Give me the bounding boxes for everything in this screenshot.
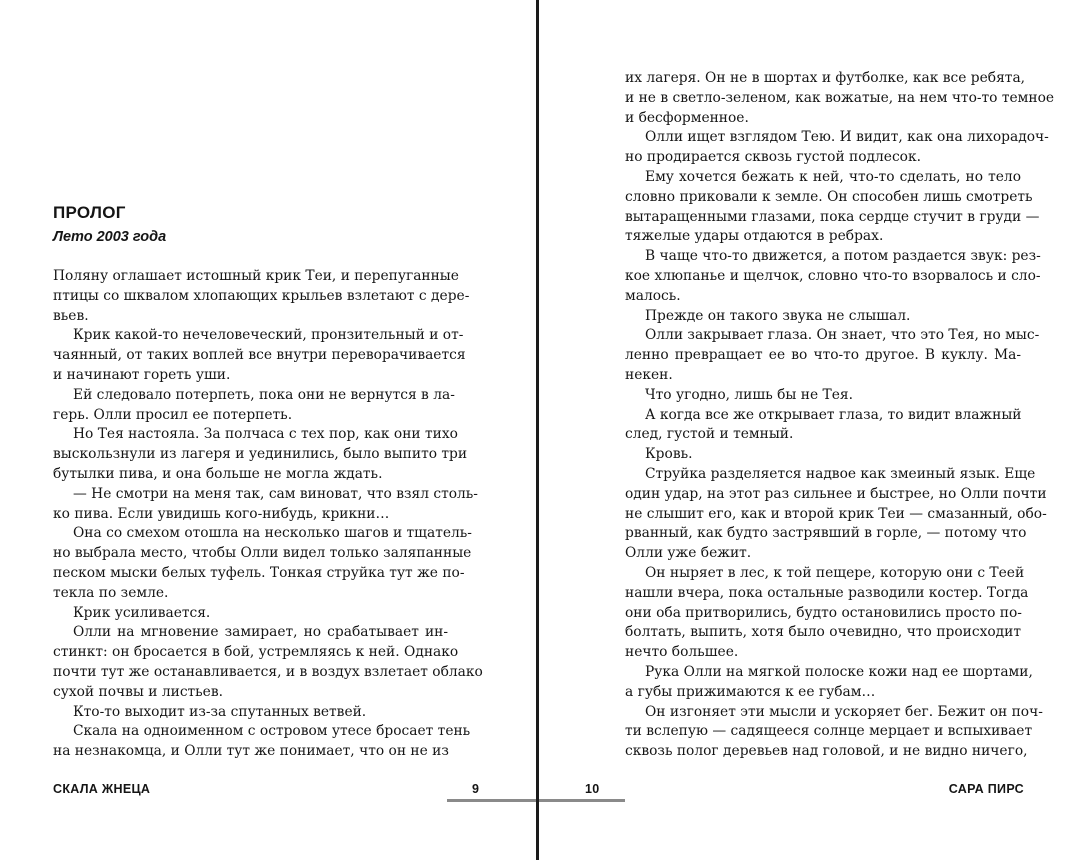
text-line: нашли вчера, пока остальные разводили костер. Тогда [625,584,1029,601]
text-line: Кто-то выходит из-за спутанных ветвей. [73,703,367,720]
text-line: Прежде он такого звука не слышал. [645,307,911,324]
text-line: Но Тея настояла. За полчаса с тех пор, как они тихо [73,426,458,443]
text-line: А когда все же открывает глаза, то видит влажный [645,406,1022,423]
text-line: Крик какой-то нечеловеческий, пронзительный и от- [73,327,464,344]
text-line: и бесформенное. [625,109,749,126]
text-line: след, густой и темный. [625,426,794,443]
text-line: сквозь полог деревьев над головой, и не видно ничего, [625,743,1028,760]
text-line: вытаращенными глазами, пока сердце стучит в груди — [625,208,1040,225]
text-line: Он ныряет в лес, к той пещере, которую они с Теей [645,564,1025,581]
text-line: не слышит его, как и второй крик Теи — смазанный, обо- [625,505,1047,522]
page-number-rule [447,799,536,802]
right-page-body [625,69,1055,762]
text-line: Что угодно, лишь бы не Тея. [645,386,853,403]
text-line: стинкт: он бросается в бой, устремляясь к ней. Однако [53,644,459,661]
text-line: Крик усиливается. [73,604,211,621]
text-line: некен. [625,366,673,383]
text-line: рванный, как будто застрявший в горле, — потому что [625,525,1027,542]
page-number-rule [539,799,625,802]
text-line: текла по земле. [53,584,169,601]
text-line: песком мыски белых туфель. Тонкая струйка тут же по- [53,564,465,581]
text-line: на незнакомца, и Олли тут же понимает, что он не из [53,743,449,760]
text-line: — Не смотри на меня так, сам виноват, что взял столь- [73,485,478,502]
running-footer-book-title: СКАЛА ЖНЕЦА [53,782,151,796]
text-line: Олли уже бежит. [625,545,752,562]
chapter-title: ПРОЛОГ [53,203,126,222]
text-line: чаянный, от таких воплей все внутри переворачивается [53,347,466,364]
text-line: они оба притворились, будто остановились просто по- [625,604,1022,621]
text-line: Олли на мгновение замирает, но срабатывает ин- [73,624,448,641]
text-line: сухой почвы и листьев. [53,683,224,700]
text-line: ко пива. Если увидишь кого-нибудь, крикни… [53,505,390,522]
right-page [539,0,1076,860]
text-line: ти вслепую — садящееся солнце мерцает и вспыхивает [625,723,1033,740]
text-line: а губы прижимаются к ее губам… [625,683,876,700]
text-line: болтать, выпить, хотя было очевидно, что происходит [625,624,1021,641]
chapter-subtitle: Лето 2003 года [53,229,167,245]
text-line: кое хлюпанье и щелчок, словно что-то взорвалось и сло- [625,267,1041,284]
text-line: Скала на одноименном с островом утесе бросает тень [73,723,471,740]
text-line: нечто большее. [625,644,739,661]
text-line: Поляну оглашает истошный крик Теи, и перепуганные [53,268,459,284]
left-page-body [53,267,483,762]
text-line: ленно превращает ее во что-то другое. В куклу. Ма- [625,347,1021,364]
text-line: но продирается сквозь густой подлесок. [625,149,921,166]
text-line: Олли ищет взглядом Тею. И видит, как она лихорадоч- [645,129,1049,146]
text-line: бутылки пива, и она больше не могла ждать. [53,465,383,482]
text-line: Ему хочется бежать к ней, что-то сделать, но тело [645,168,1021,185]
text-line: Ей следовало потерпеть, пока они не вернутся в ла- [73,386,455,403]
text-line: но выбрала место, чтобы Олли видел только заляпанные [53,545,472,562]
text-line: один удар, на этот раз сильнее и быстрее, но Олли почти [625,485,1047,502]
left-page [0,0,536,860]
text-line: Он изгоняет эти мысли и ускоряет бег. Бежит он поч- [645,703,1043,720]
text-line: Кровь. [645,446,693,463]
page-number: 10 [585,782,600,796]
text-line: тяжелые удары отдаются в ребрах. [625,228,884,245]
text-line: птицы со шквалом хлопающих крыльев взлетают с дере- [53,287,470,304]
running-footer-author: САРА ПИРС [948,782,1024,796]
text-line: и не в светло-зеленом, как вожатые, на нем что-то темное [625,89,1055,106]
text-line: вьев. [53,307,89,324]
text-line: В чаще что-то движется, а потом раздается звук: рез- [645,248,1041,265]
page-number: 9 [472,782,480,796]
text-line: и начинают гореть уши. [53,366,231,383]
text-line: Струйка разделяется надвое как змеиный язык. Еще [645,465,1036,482]
text-line: Олли закрывает глаза. Он знает, что это Тея, но мыс- [645,327,1040,344]
text-line: Рука Олли на мягкой полоске кожи над ее шортами, [645,663,1033,680]
text-line: малось. [625,287,681,304]
text-line: почти тут же останавливается, и в воздух взлетает облако [53,663,483,680]
text-line: словно приковали к земле. Он способен лишь смотреть [625,188,1033,205]
text-line: герь. Олли просил ее потерпеть. [53,406,293,423]
text-line: их лагеря. Он не в шортах и футболке, как все ребята, [625,70,1026,86]
text-line: Она со смехом отошла на несколько шагов и тщатель- [73,525,472,542]
text-line: выскользнули из лагеря и уединились, было выпито три [53,446,468,463]
